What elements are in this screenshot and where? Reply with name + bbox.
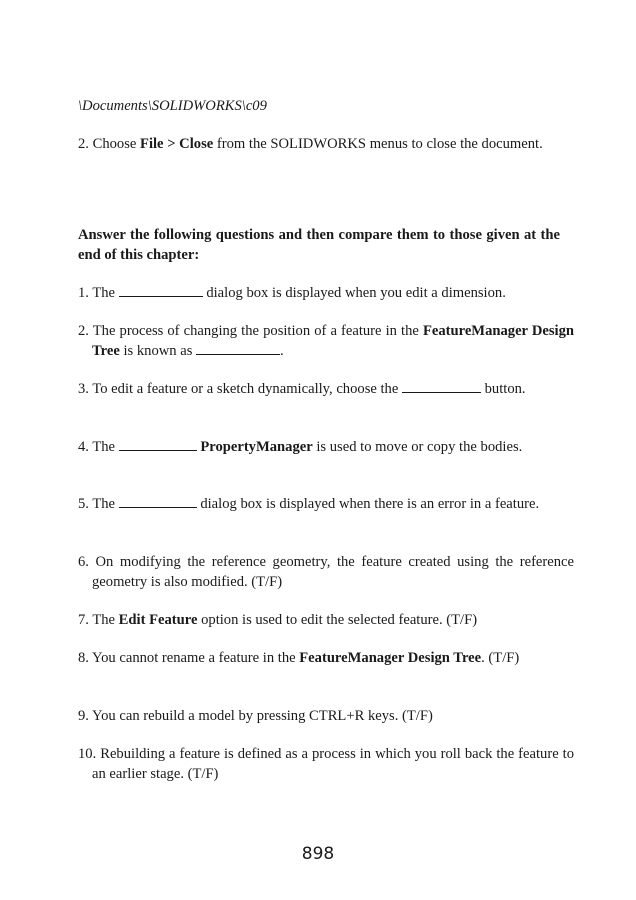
question-8: 8. You cannot rename a feature in the FeatureManager Design Tree. (T/F): [78, 650, 520, 666]
answer-blank: [196, 342, 280, 355]
question-7: 7. The Edit Feature option is used to edit the selected feature. (T/F): [78, 612, 478, 628]
file-path: \Documents\SOLIDWORKS\c09: [78, 98, 267, 114]
page-number: 898: [301, 844, 335, 864]
question-2: 2. The process of changing the position of a feature in the FeatureManager Design Tree is known as .: [78, 323, 575, 359]
step-2-close-document: 2. Choose File > Close from the SOLIDWORKS menus to close the document.: [78, 136, 543, 152]
question-5: 5. The dialog box is displayed when there is an error in a feature.: [78, 496, 540, 512]
question-3: 3. To edit a feature or a sketch dynamically, choose the button.: [78, 381, 526, 397]
question-6: 6. On modifying the reference geometry, the feature created using the reference geometry is also modified. (T/F): [78, 554, 574, 590]
menu-close-label: Close: [179, 136, 214, 152]
answer-blank: [119, 438, 197, 451]
question-10: 10. Rebuilding a feature is defined as a process in which you roll back the feature to an earlier stage. (T/F): [78, 746, 574, 782]
answer-blank: [119, 284, 203, 297]
question-4: 4. The PropertyManager is used to move or copy the bodies.: [78, 439, 523, 455]
answer-blank: [119, 495, 197, 508]
question-9: 9. You can rebuild a model by pressing CTRL+R keys. (T/F): [78, 708, 433, 724]
menu-file-label: File: [140, 136, 164, 152]
question-1: 1. The dialog box is displayed when you edit a dimension.: [78, 285, 506, 301]
answer-blank: [402, 380, 481, 393]
self-evaluation-heading: Answer the following questions and then compare them to those given at the end of this chapter:: [78, 227, 560, 263]
